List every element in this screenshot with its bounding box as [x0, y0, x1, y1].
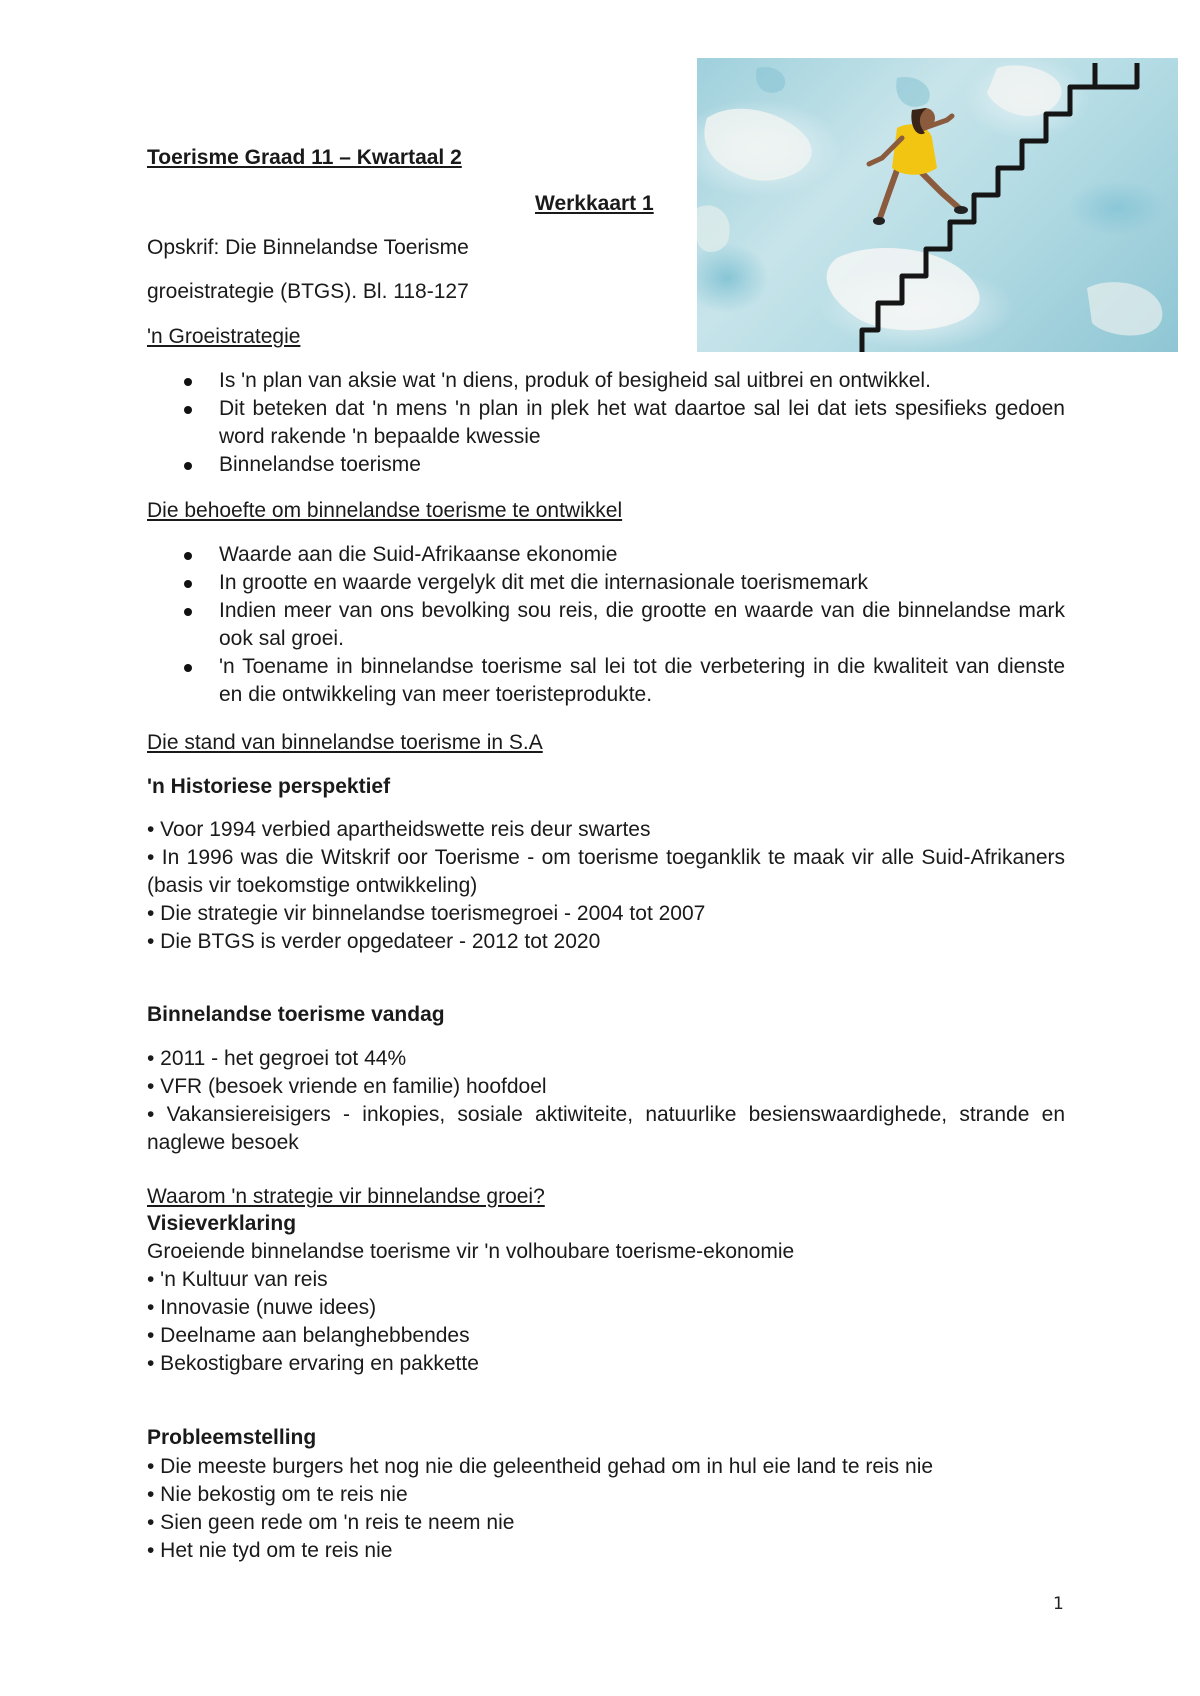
list-item: • Het nie tyd om te reis nie [147, 1539, 393, 1562]
section-heading-need: Die behoefte om binnelandse toerisme te ontwikkel [147, 499, 623, 522]
historical-list [147, 816, 1065, 956]
list-item: • 'n Kultuur van reis [147, 1268, 328, 1291]
list-item: Is 'n plan van aksie wat 'n diens, produk of besigheid sal uitbrei en ontwikkel. [147, 367, 1065, 395]
vision-statement: Groeiende binnelandse toerisme vir 'n volhoubare toerisme-ekonomie [147, 1240, 795, 1263]
list-item: Waarde aan die Suid-Afrikaanse ekonomie [147, 541, 1065, 569]
list-item: • Die BTGS is verder opgedateer - 2012 tot 2020 [147, 930, 601, 953]
list-item: • Bekostigbare ervaring en pakkette [147, 1352, 479, 1375]
list-item: • Sien geen rede om 'n reis te neem nie [147, 1511, 515, 1534]
section-heading-status: Die stand van binnelandse toerisme in S.A [147, 731, 543, 754]
list-item: Indien meer van ons bevolking sou reis, die grootte en waarde van die binnelandse mark ook sal groei. [147, 597, 1065, 653]
bullet-icon [184, 608, 192, 616]
section-heading-why-strategy: Waarom 'n strategie vir binnelandse groei? [147, 1185, 545, 1208]
section-heading-problem: Probleemstelling [147, 1426, 317, 1449]
list-item: Dit beteken dat 'n mens 'n plan in plek het wat daartoe sal lei dat iets spesifieks gedoen word rakende 'n bepaalde kwessie [147, 395, 1065, 451]
woman-running-up-stairs-photo-icon [697, 58, 1178, 352]
page-number: 1 [1053, 1594, 1064, 1614]
section-heading-today: Binnelandse toerisme vandag [147, 1003, 445, 1026]
bullet-icon [184, 580, 192, 588]
need-list [147, 541, 1065, 709]
subheading-vision: Visieverklaring [147, 1212, 297, 1235]
subheading-historical: 'n Historiese perspektief [147, 775, 391, 798]
list-item: • 2011 - het gegroei tot 44% [147, 1047, 407, 1070]
vision-list [147, 1238, 1065, 1378]
growth-strategy-list [147, 367, 1065, 479]
list-item: • Vakansiereisigers - inkopies, sosiale aktiwiteite, natuurlike besienswaardighede, strande en naglewe besoek [147, 1103, 1065, 1154]
list-item: • In 1996 was die Witskrif oor Toerisme - om toerisme toeganklik te maak vir alle Suid-Afrikaners (basis vir toekomstige ontwikkeling) [147, 846, 1065, 897]
section-heading-growth-strategy: 'n Groeistrategie [147, 325, 301, 348]
problem-list [147, 1453, 1065, 1565]
today-list [147, 1045, 1065, 1157]
document-title: Toerisme Graad 11 – Kwartaal 2 [147, 146, 462, 169]
list-item: Binnelandse toerisme [147, 451, 1065, 479]
list-item: • Innovasie (nuwe idees) [147, 1296, 377, 1319]
list-item: • Nie bekostig om te reis nie [147, 1483, 408, 1506]
stairs-photo [697, 58, 1178, 352]
list-item: • Voor 1994 verbied apartheidswette reis deur swartes [147, 818, 651, 841]
heading-line-2: groeistrategie (BTGS). Bl. 118-127 [147, 280, 469, 303]
worksheet-label: Werkkaart 1 [535, 192, 654, 215]
list-item: 'n Toename in binnelandse toerisme sal lei tot die verbetering in die kwaliteit van dienste en die ontwikkeling van meer toeristeprodukte. [147, 653, 1065, 709]
bullet-icon [184, 406, 192, 414]
list-item: • Die strategie vir binnelandse toerismegroei - 2004 tot 2007 [147, 902, 706, 925]
bullet-icon [184, 378, 192, 386]
list-item: • Die meeste burgers het nog nie die geleentheid gehad om in hul eie land te reis nie [147, 1455, 934, 1478]
bullet-icon [184, 552, 192, 560]
list-item: • VFR (besoek vriende en familie) hoofdoel [147, 1075, 547, 1098]
list-item: • Deelname aan belanghebbendes [147, 1324, 470, 1347]
bullet-icon [184, 664, 192, 672]
bullet-icon [184, 462, 192, 470]
heading-line-1: Opskrif: Die Binnelandse Toerisme [147, 236, 469, 259]
list-item: In grootte en waarde vergelyk dit met die internasionale toerismemark [147, 569, 1065, 597]
